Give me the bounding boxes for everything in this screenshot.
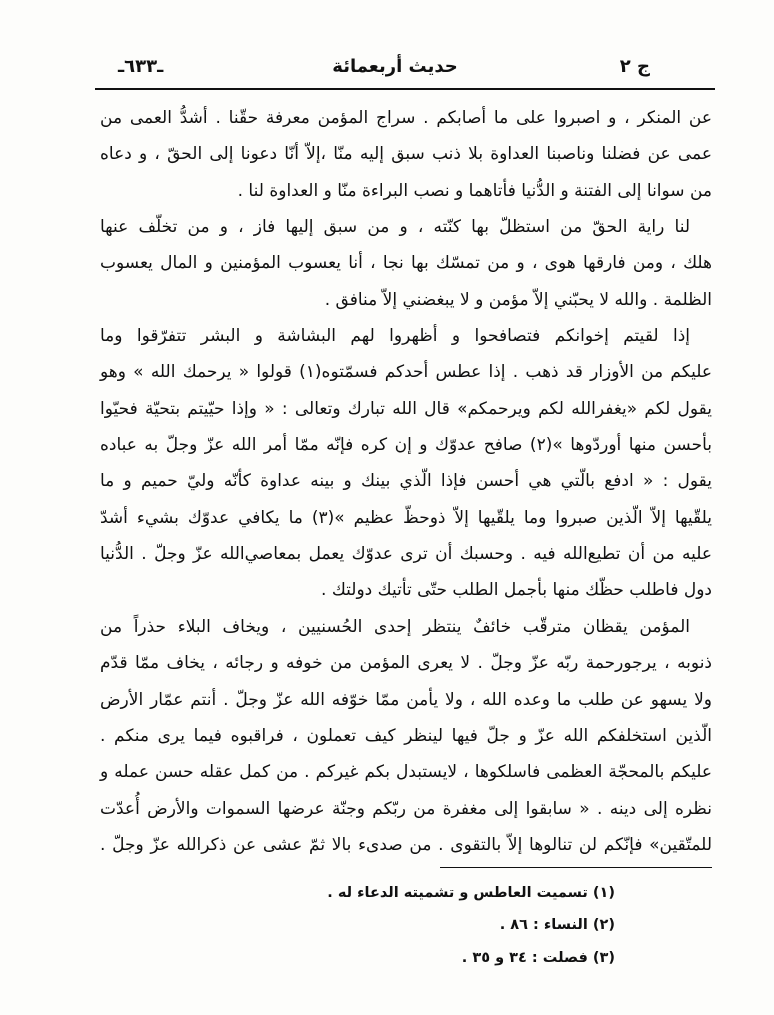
body-line: من سوانا إلى الفتنة و الدُّنيا فأتاهما و نصب البراءة منّا و العداوة لنا . [237, 180, 712, 201]
footnote-rule [440, 867, 712, 868]
body-line: عن المنكر ، و اصبروا على ما أصابكم . سراج المؤمن معرفة حقّنا . أشدُّ العمى من [100, 108, 712, 128]
running-title: حديث أربعمائة [332, 56, 458, 77]
body-line: للمتّقين» فإنّكم لن تنالوها إلاّ بالتقوى . من صدىء بالا ثمّ عشى عن ذكرالله عزّ وجلّ . [100, 834, 712, 855]
body-line: الّذين استخلفكم الله عزّ و جلّ فيها لينظر كيف تعملون ، فراقبوه فيما يرى منكم . [100, 725, 712, 746]
paragraph [100, 609, 712, 863]
footnote: (٣) فصلت : ٣٤ و ٣٥ . [461, 950, 615, 966]
body-line: ذنوبه ، يرجورحمة ربّه عزّ وجلّ . لا يعرى المؤمن من خوفه و رجائه ، يخاف ممّا قدّم [100, 653, 712, 674]
body-line: هلك ، ومن فارقها هوى ، و من تمسّك بها نجا ، أنا يعسوب المؤمنين و المال يعسوب [100, 253, 712, 274]
body-line: ولا يسهو عن طلب ما وعده الله ، ولا يأمن ممّا خوّفه الله عزّ وجلّ . أنتم عمّار الأرض [100, 689, 712, 710]
body-text [100, 100, 712, 863]
body-line: إذا لقيتم إخوانكم فتصافحوا و أظهروا لهم البشاشة و البشر تتفرّقوا وما [100, 326, 690, 347]
paragraph [100, 100, 712, 209]
body-line: بأحسن منها أوردّوها »(٢) صافح عدوّك و إن كره فإنّه ممّا أمر الله عزّ وجلّ به عباده [100, 435, 712, 456]
body-line: المؤمن يقظان مترقّب خائفٌ ينتظر إحدى الحُسنيين ، ويخاف البلاء حذراً من [100, 616, 690, 637]
body-line: يقول : « ادفع بالّتي هي أحسن فإذا الّذي بينك و بينه عداوة كأنّه وليّ حميم و ما [100, 471, 712, 492]
paragraph [100, 209, 712, 318]
volume-label: ج ٢ [619, 56, 650, 77]
footnote: (٢) النساء : ٨٦ . [499, 917, 615, 933]
paragraph [100, 318, 712, 609]
body-line: يقول لكم «يغفرالله لكم ويرحمكم» قال الله تبارك وتعالى : « وإذا حيّيتم بتحيّة فحيّوا [100, 398, 712, 419]
page-number: ـ٦٣٣ـ [118, 56, 164, 77]
body-line: لنا راية الحقّ من استظلّ بها كنّته ، و من سبق إليها فاز ، و من تخلّف عنها [100, 217, 690, 238]
body-line: عمى عن فضلنا وناصبنا العداوة بلا ذنب سبق إليه منّا ،إلاّ أنّا دعونا إلى الحقّ ، و دعاه [100, 144, 712, 165]
body-line: نظره إلى دينه . « سابقوا إلى مغفرة من ربّكم وجنّة عرضها السموات والأرض أُعدّت [100, 798, 712, 819]
body-line: عليكم من الأوزار قد ذهب . إذا عطس أحدكم فسمّتوه(١) قولوا « يرحمك الله » وهو [100, 362, 712, 383]
body-line: دول فاطلب حظّك منها بأجمل الطلب حتّى تأتيك دولتك . [321, 580, 712, 601]
body-line: عليكم بالمحجّة العظمى فاسلكوها ، لايستبدل بكم غيركم . من كمل عقله حسن عمله و [100, 762, 712, 783]
body-line: الظلمة . والله لا يحبّني إلاّ مؤمن و لا يبغضني إلاّ منافق . [324, 289, 712, 310]
body-line: يلقّيها إلاّ الّذين صبروا وما يلقّيها إلاّ ذوحظّ عظيم »(٣) ما يكافي عدوّك بشيء أشدّ [100, 507, 712, 528]
footnote: (١) تسميت العاطس و تشميته الدعاء له . [327, 885, 615, 901]
body-line: عليه من أن تطيع‌الله فيه . وحسبك أن ترى عدوّك يعمل بمعاصي‌الله عزّ وجلّ . الدُّنيا [100, 544, 712, 565]
header-rule [95, 88, 715, 90]
